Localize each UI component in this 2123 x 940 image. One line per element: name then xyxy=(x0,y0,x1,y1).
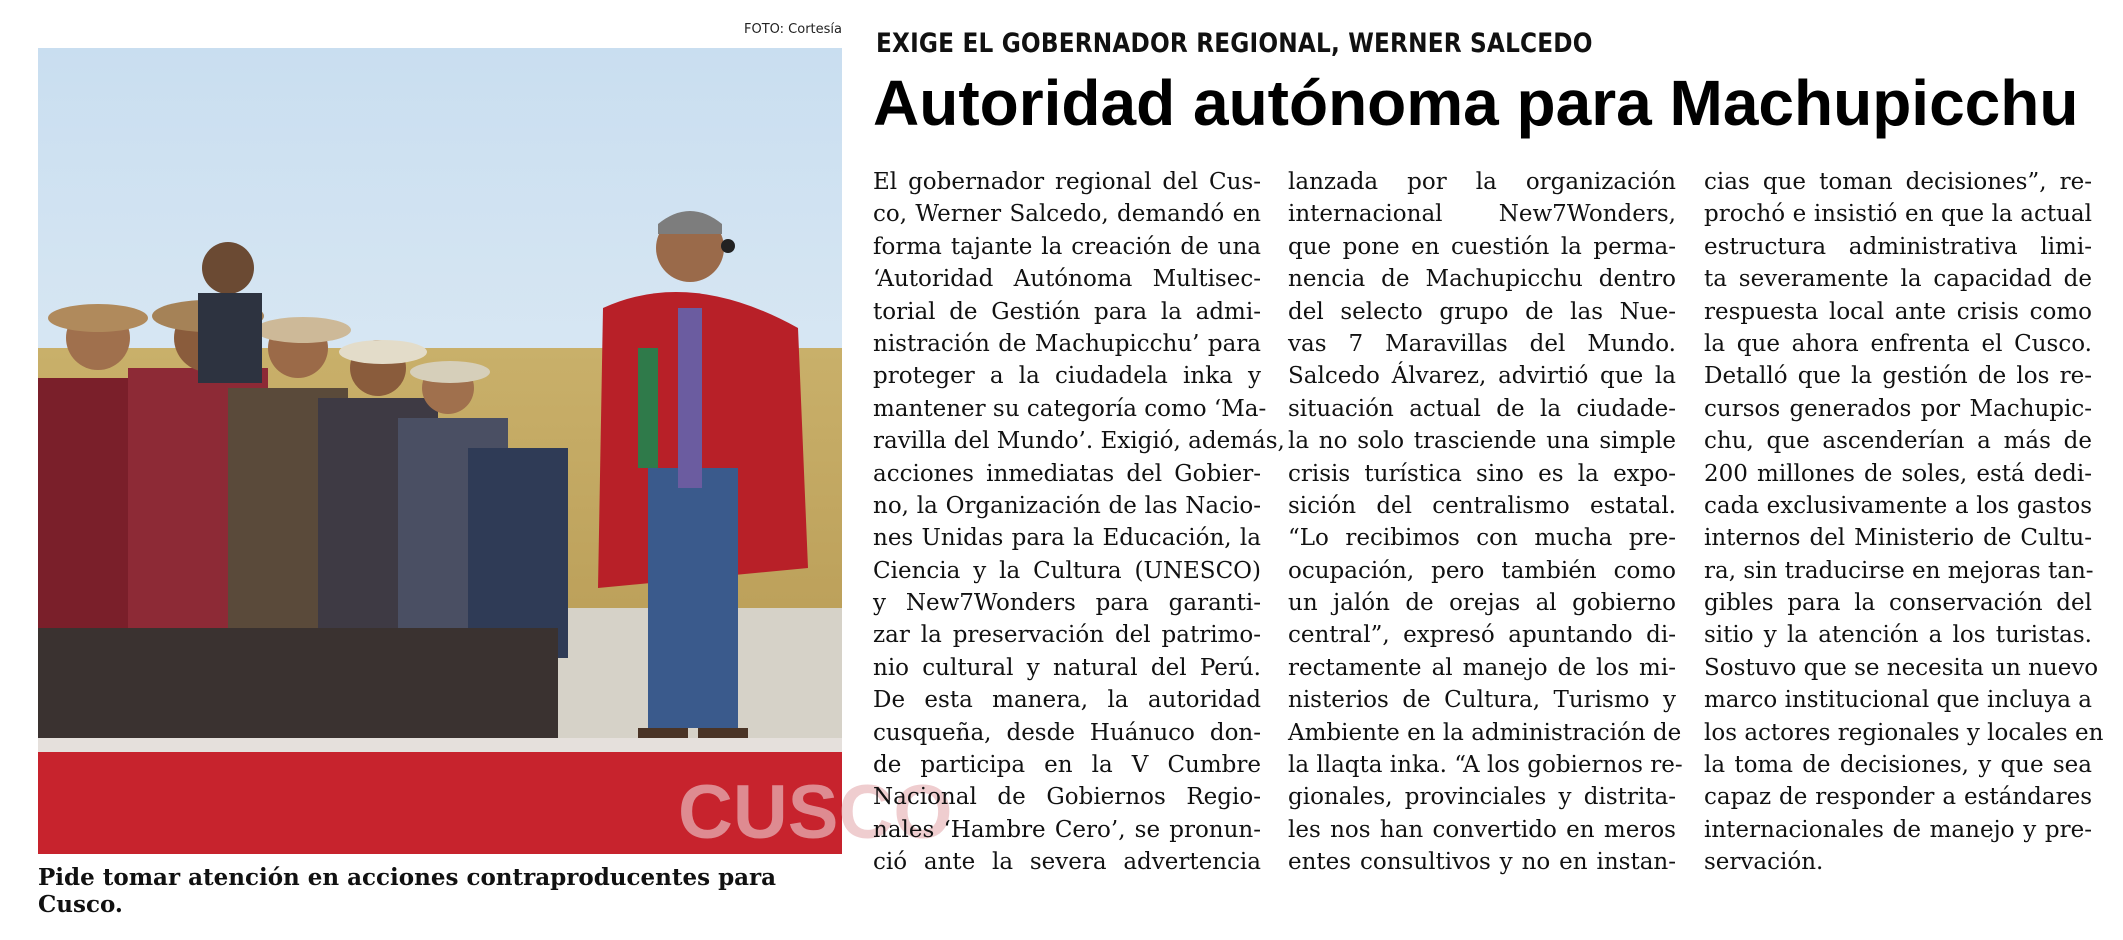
text-line: co, Werner Salcedo, demandó en xyxy=(873,201,1261,228)
text-line: 200 millones de soles, está dedi- xyxy=(1704,460,2092,487)
article-column-1 xyxy=(873,166,1285,879)
text-line: “Lo recibimos con mucha pre- xyxy=(1288,525,1676,552)
article-headline: Autoridad autónoma para Machupicchu xyxy=(873,67,2079,139)
text-line: que pone en cuestión la perma- xyxy=(1288,233,1676,260)
text-line: la que ahora enfrenta el Cusco. xyxy=(1704,330,2092,357)
article-column-2 xyxy=(1288,166,1683,879)
text-line: de participa en la V Cumbre xyxy=(873,752,1261,779)
text-line: cursos generados por Machupic- xyxy=(1704,395,2092,422)
text-line: ció ante la severa advertencia xyxy=(873,849,1261,876)
text-line: forma tajante la creación de una xyxy=(873,233,1261,260)
text-line: internos del Ministerio de Cultu- xyxy=(1704,525,2092,552)
text-line: cias que toman decisiones”, re- xyxy=(1704,169,2092,195)
text-line: y New7Wonders para garanti- xyxy=(873,590,1261,617)
stage-banner xyxy=(38,738,952,855)
text-line: lanzada por la organización xyxy=(1288,169,1676,195)
text-line: la llaqta inka. “A los gobiernos re- xyxy=(1288,752,1683,779)
text-line: la toma de decisiones, y que sea xyxy=(1704,752,2092,779)
text-line: nistración de Machupicchu’ para xyxy=(873,330,1261,357)
text-line: Ambiente en la administración de xyxy=(1288,719,1682,746)
text-line: un jalón de orejas al gobierno xyxy=(1288,590,1676,617)
text-line: ta severamente la capacidad de xyxy=(1704,266,2092,293)
text-line: vas 7 Maravillas del Mundo. xyxy=(1288,330,1676,357)
text-line: gibles para la conservación del xyxy=(1704,590,2092,617)
text-line: ra, sin traducirse en mejoras tan- xyxy=(1704,557,2094,584)
article-photo xyxy=(38,48,953,855)
text-line: acciones inmediatas del Gobier- xyxy=(873,460,1261,487)
text-line: estructura administrativa limi- xyxy=(1704,233,2092,260)
text-line: sitio y la atención a los turistas. xyxy=(1704,622,2092,649)
banner-text: CUSCO xyxy=(678,770,953,855)
text-line: Detalló que la gestión de los re- xyxy=(1704,363,2092,390)
text-line: no, la Organización de las Nacio- xyxy=(873,492,1261,519)
text-line: Salcedo Álvarez, advirtió que la xyxy=(1288,363,1676,390)
text-line: la no solo trasciende una simple xyxy=(1288,428,1676,455)
text-line: ravilla del Mundo’. Exigió, además, xyxy=(873,428,1285,455)
text-line: Sostuvo que se necesita un nuevo xyxy=(1704,654,2099,681)
text-line: servación. xyxy=(1704,849,1824,876)
text-line: sición del centralismo estatal. xyxy=(1288,492,1676,519)
text-line: cada exclusivamente a los gastos xyxy=(1704,492,2092,519)
text-line: mantener su categoría como ‘Ma- xyxy=(873,395,1267,422)
text-line: internacionales de manejo y pre- xyxy=(1704,816,2092,843)
text-line: nales ‘Hambre Cero’, se pronun- xyxy=(873,816,1261,843)
text-line: ocupación, pero también como xyxy=(1288,557,1676,584)
text-line: zar la preservación del patrimo- xyxy=(873,622,1261,649)
text-line: central”, expresó apuntando di- xyxy=(1288,622,1676,649)
text-line: De esta manera, la autoridad xyxy=(873,687,1261,714)
text-line: Ciencia y la Cultura (UNESCO) xyxy=(873,557,1261,584)
photo-caption: Pide tomar atención en acciones contraproducentes para Cusco. xyxy=(38,864,777,918)
text-line: los actores regionales y locales en xyxy=(1704,719,2104,746)
text-line: prochó e insistió en que la actual xyxy=(1704,201,2092,228)
text-line: respuesta local ante crisis como xyxy=(1704,298,2092,325)
text-line: entes consultivos y no en instan- xyxy=(1288,849,1676,876)
text-line: internacional New7Wonders, xyxy=(1288,201,1676,228)
text-line: crisis turística sino es la expo- xyxy=(1288,460,1676,487)
text-line: les nos han convertido en meros xyxy=(1288,816,1676,843)
text-line: ‘Autoridad Autónoma Multisec- xyxy=(873,266,1261,293)
text-line: nisterios de Cultura, Turismo y xyxy=(1288,687,1676,714)
article-column-3 xyxy=(1704,166,2104,879)
text-line: El gobernador regional del Cus- xyxy=(873,169,1261,195)
text-line: gionales, provinciales y distrita- xyxy=(1288,784,1676,811)
text-line: nencia de Machupicchu dentro xyxy=(1288,266,1676,293)
photo-credit: FOTO: Cortesía xyxy=(744,22,842,37)
photo-illustration xyxy=(38,48,953,855)
text-line: Nacional de Gobiernos Regio- xyxy=(873,784,1261,811)
text-line: nio cultural y natural del Perú. xyxy=(873,654,1261,681)
text-line: situación actual de la ciudade- xyxy=(1288,395,1676,422)
text-line: rectamente al manejo de los mi- xyxy=(1288,654,1676,681)
text-line: capaz de responder a estándares xyxy=(1704,784,2092,811)
text-line: del selecto grupo de las Nue- xyxy=(1288,298,1676,325)
text-line: chu, que ascenderían a más de xyxy=(1704,428,2092,455)
text-line: marco institucional que incluya a xyxy=(1704,687,2092,714)
article-kicker: EXIGE EL GOBERNADOR REGIONAL, WERNER SALCEDO xyxy=(876,28,1593,59)
text-line: nes Unidas para la Educación, la xyxy=(873,525,1261,552)
text-line: cusqueña, desde Huánuco don- xyxy=(873,719,1261,746)
text-line: torial de Gestión para la admi- xyxy=(873,298,1261,325)
text-line: proteger a la ciudadela inka y xyxy=(873,363,1261,390)
